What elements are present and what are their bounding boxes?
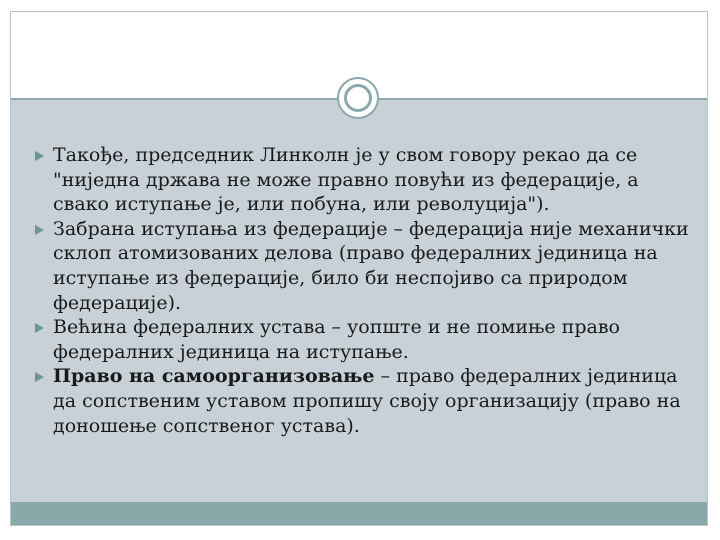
- bullet-item: [35, 217, 695, 315]
- bullet-arrow-icon: [35, 372, 44, 382]
- bullet-bold-term: Право на самоорганизовање: [53, 365, 375, 388]
- bullet-list: [35, 143, 695, 438]
- bullet-item: [35, 143, 695, 217]
- bullet-text: – право федералних јединица да сопственим уставом пропишу своју организацију (право на доношење сопственог устава).: [53, 365, 681, 437]
- bullet-item: [35, 364, 695, 438]
- bottom-band: [11, 502, 707, 525]
- bullet-item: [35, 315, 695, 364]
- bullet-arrow-icon: [35, 151, 44, 161]
- circle-ornament-icon: [337, 77, 379, 119]
- bullet-arrow-icon: [35, 225, 44, 235]
- bullet-arrow-icon: [35, 323, 44, 333]
- bullet-text: Већина федералних устава – уопште и не помиње право федералних јединица на иступање.: [53, 316, 620, 363]
- bullet-text: Забрана иступања из федерације – федерација није механички склоп атомизованих делова (право федералних јединица на иступање из федерације, било би неспојиво са природом федерације).: [53, 217, 689, 314]
- circle-ornament-inner: [344, 84, 372, 112]
- bullet-text: Такође, председник Линколн је у свом говору рекао да се "ниједна држава не може правно повући из федерације, а свако иступање је, или побуна, или револуција").: [53, 144, 639, 216]
